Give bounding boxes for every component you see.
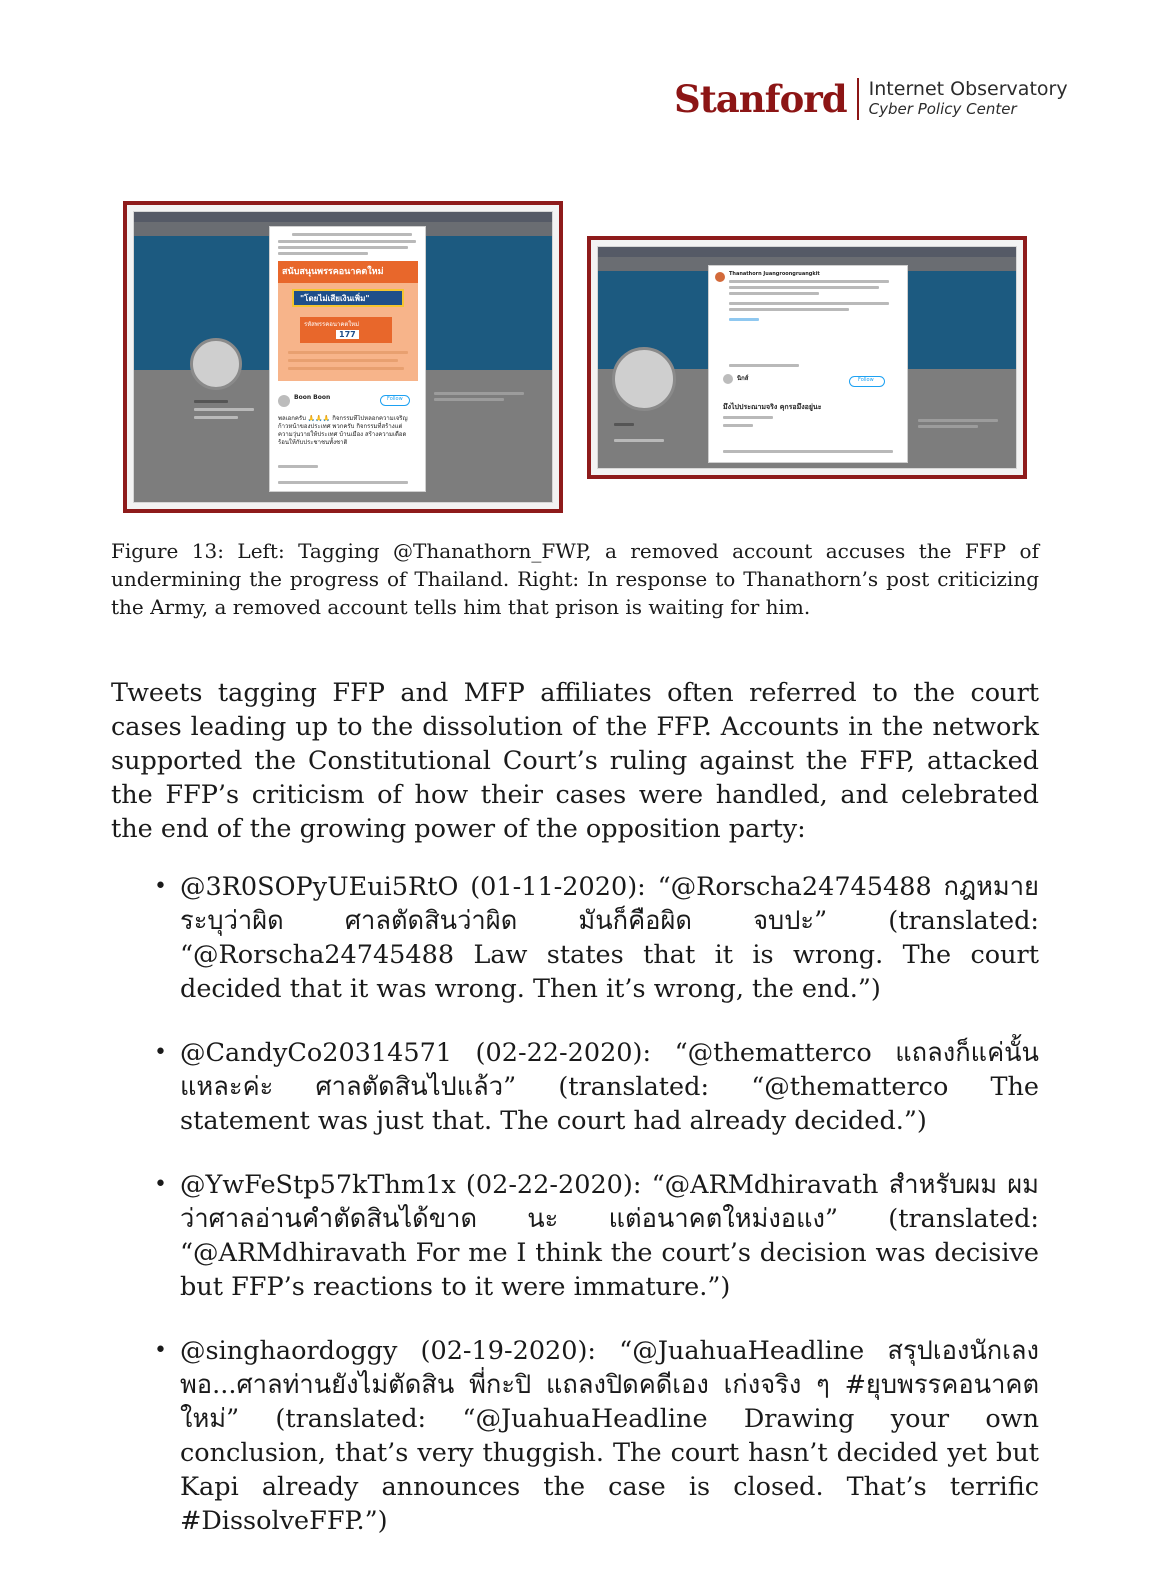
left-tweet-card [269,226,426,492]
right-follow-button[interactable]: Follow [849,376,885,387]
profile-avatar-right [612,347,676,411]
tweet-examples-list [154,870,1039,1568]
poster-code-label: รหัสพรรคอนาคตใหม่ [304,321,360,328]
right-tweet-card [708,265,908,463]
tweet-author: Thanathorn Juangroongruangkit [729,271,820,277]
left-screenshot [123,201,563,513]
right-twitter-page [597,246,1017,469]
reply-name-right: นิกส์ [737,375,749,382]
list-item: • @singhaordoggy (02-19-2020): “@JuahuaHeadline สรุปเองนักเลงพอ...ศาลท่านยังไม่ตัดสิน พี่กะปิ แถลงปิดคดีเอง เก่งจริง ๆ #ยุบพรรคอนาคตใหม่” (translated: “@JuahuaHeadline Drawing your own conclusion, that’s very thuggish. The court hasn’t decided yet but Kapi already announces the case is closed. That’s terrific #DissolveFFP.”) [154,1334,1039,1538]
logo-divider [857,78,859,120]
reply-text: พลเอกครับ 🙏🙏🙏 กิจกรรมที่ไปหลอกความเจริญก้าวหน้าของประเทศ พวกครับ กิจกรรมที่สร้างแต่ความวุ่นวายให้ประเทศ บ้านเมือง สร้างความเดือดร้อนให้กับประชาชนทั้งชาติ [278,415,408,446]
figure-caption: Figure 13: Left: Tagging @Thanathorn_FWP, a removed account accuses the FFP of undermining the progress of Thailand. Right: In response to Thanathorn’s post criticizing the Army, a removed account tells him that prison is waiting for him. [111,539,1039,619]
reply-profile-name: Boon Boon [294,394,331,401]
body-paragraph: Tweets tagging FFP and MFP affiliates often referred to the court cases leading up to the dissolution of the FFP. Accounts in the network supported the Constitutional Court’s ruling against the FFP, attacked the FFP’s criticism of how their cases were handled, and celebrated the end of the growing power of the opposition party: [111,678,1039,844]
campaign-poster [278,261,418,381]
poster-banner: "โดยไม่เสียเงินเพิ่ม" [300,294,370,303]
reply-avatar-right [723,374,733,384]
logo-text [869,79,1068,118]
stanford-logo [674,78,1068,120]
left-twitter-page [133,211,553,503]
reply-avatar [278,395,290,407]
logo-word: Stanford [674,76,847,121]
left-follow-button[interactable]: Follow [380,395,410,406]
list-item: • @YwFeStp57kThm1x (02-22-2020): “@ARMdhiravath สำหรับผม ผมว่าศาลอ่านคำตัดสินได้ขาด นะ แต่อนาคตใหม่งอแง” (translated: “@ARMdhiravath For me I think the court’s decision was decisive but FFP’s reactions to it were immature.”) [154,1168,1039,1304]
logo-line-2: Cyber Policy Center [868,100,1017,119]
profile-avatar [190,338,242,390]
logo-line-1: Internet Observatory [868,78,1068,101]
reply-text-right: มึงไปประณามจริง คุกรอมึงอยู่นะ [723,403,822,411]
poster-code: 177 [336,330,359,339]
list-item: • @3R0SOPyUEui5RtO (01-11-2020): “@Rorscha24745488 กฎหมายระบุว่าผิด ศาลตัดสินว่าผิด มันก็คือผิด จบปะ” (translated: “@Rorscha24745488 Law states that it is wrong. The court decided that it was wrong. Then it’s wrong, the end.”) [154,870,1039,1006]
right-screenshot [587,236,1027,479]
poster-headline: สนับสนุนพรรคอนาคตใหม่ [282,267,384,277]
list-item: • @CandyCo20314571 (02-22-2020): “@thematterco แถลงก็แค่นั้นแหละค่ะ ศาลตัดสินไปแล้ว” (translated: “@thematterco The statement was just that. The court had already decided.”) [154,1036,1039,1138]
